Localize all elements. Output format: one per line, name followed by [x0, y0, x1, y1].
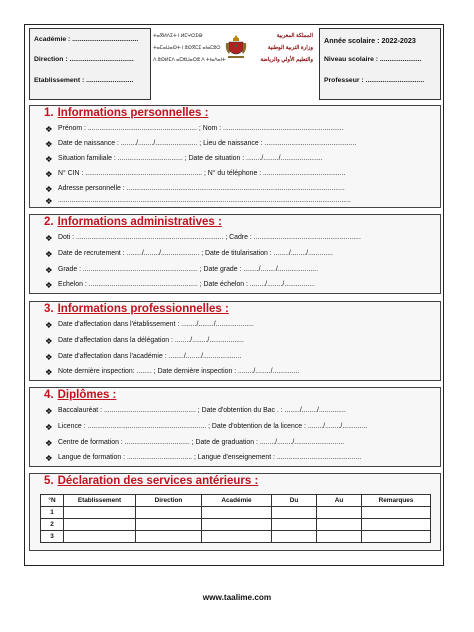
section-previous-services [29, 473, 441, 551]
tifinagh-line-1: ⵜⴰⴳⵍⴷⵉⵜ ⵏ ⵍⵎⵖⵔⵉⴱ [153, 34, 203, 39]
col-header: Remarques [362, 495, 431, 507]
direction-field[interactable]: Direction : .................................. [34, 56, 134, 63]
inspection-field[interactable]: ❖ Note dernière inspection: ........ ; Date dernière inspection : ......../......../.............. [45, 367, 300, 377]
adresse-continued-field[interactable]: ❖ ......................................................................................................................................................... [45, 196, 351, 206]
diamond-bullet-icon: ❖ [45, 280, 53, 290]
section-title: 2. Informations administratives : [44, 216, 222, 228]
affectation-delegation-field[interactable]: ❖ Date d'affectation dans la délégation : ......../......../.................. [45, 336, 244, 346]
arabic-line-2: وزارة التربية الوطنية [267, 45, 313, 51]
diamond-bullet-icon: ❖ [45, 406, 53, 416]
diamond-bullet-icon: ❖ [45, 422, 53, 432]
table-row [41, 519, 431, 531]
table-cell[interactable] [317, 507, 362, 519]
table-cell[interactable] [64, 507, 136, 519]
section-diplomas [29, 387, 441, 467]
diamond-bullet-icon: ❖ [45, 233, 53, 243]
grade-field[interactable]: ❖ Grade : ............................................................ ; Date grade : ......../......../..................... [45, 265, 319, 275]
section-title: 3. Informations professionnelles : [44, 303, 229, 315]
situation-field[interactable]: ❖ Situation familiale : .................................. ; Date de situation : ......../......../...................... [45, 154, 323, 164]
table-cell[interactable] [317, 519, 362, 531]
diamond-bullet-icon: ❖ [45, 352, 53, 362]
tifinagh-line-2: ⵜⴰⵎⴰⵡⴰⵙⵜ ⵏ ⵓⵙⴳⵎⵉ ⴰⵏⴰⵎⵓⵔ [153, 46, 221, 51]
footer-website-link[interactable]: www.taalime.com [202, 593, 272, 602]
affectation-etablissement-field[interactable]: ❖ Date d'affectation dans l'établissement : ......../......../.................... [45, 320, 254, 330]
col-header: Etablissement [64, 495, 136, 507]
diamond-bullet-icon: ❖ [45, 124, 53, 134]
recrutement-field[interactable]: ❖ Date de recrutement : ......../......../.................... ; Date de titularisation : ......../......../............. [45, 249, 333, 259]
col-header: Académie [202, 495, 272, 507]
table-row [41, 507, 431, 519]
section-personal-info [29, 105, 441, 208]
table-row [41, 531, 431, 543]
diamond-bullet-icon: ❖ [45, 453, 53, 463]
section-title: 4. Diplômes : [44, 389, 117, 401]
table-cell[interactable] [362, 507, 431, 519]
diamond-bullet-icon: ❖ [45, 438, 53, 448]
table-cell[interactable] [272, 531, 317, 543]
niveau-field[interactable]: Niveau scolaire : ...................... [324, 56, 422, 63]
col-header: °N [41, 495, 64, 507]
arabic-line-3: والتعليم الأولي والرياضة [260, 57, 313, 63]
diamond-bullet-icon: ❖ [45, 184, 53, 194]
baccalaureat-field[interactable]: ❖ Baccalauréat : ................................................ ; Date d'obtention du Bac . : ......../......../.............. [45, 406, 346, 416]
academie-field[interactable]: Académie : ................................... [34, 36, 139, 43]
diamond-bullet-icon: ❖ [45, 265, 53, 275]
col-header: Au [317, 495, 362, 507]
section-title: 5. Déclaration des services antérieurs : [44, 475, 259, 487]
centre-formation-field[interactable]: ❖ Centre de formation : .................................. ; Date de graduation : ......../......../.......................... [45, 438, 345, 448]
echelon-field[interactable]: ❖ Echelon : ......................................................... ; Date échelon : ......../......../................ [45, 280, 315, 290]
section-professional-info [29, 301, 441, 381]
table-cell[interactable] [362, 531, 431, 543]
coat-of-arms-icon [225, 34, 247, 60]
services-table [40, 494, 431, 543]
section-title: 1. Informations personnelles : [44, 107, 209, 119]
diamond-bullet-icon: ❖ [45, 367, 53, 377]
table-cell[interactable] [136, 531, 202, 543]
diamond-bullet-icon: ❖ [45, 154, 53, 164]
col-header: Du [272, 495, 317, 507]
professeur-field[interactable]: Professeur : ............................... [324, 77, 425, 84]
diamond-bullet-icon: ❖ [45, 139, 53, 149]
langue-field[interactable]: ❖ Langue de formation : .................................. ; Langue d'enseignement : ............................................ [45, 453, 362, 463]
table-cell[interactable] [272, 519, 317, 531]
table-cell[interactable] [64, 531, 136, 543]
row-number: 3 [41, 531, 64, 543]
diamond-bullet-icon: ❖ [45, 169, 53, 179]
diamond-bullet-icon: ❖ [45, 249, 53, 259]
prenom-nom-field[interactable]: ❖ Prénom : ......................................................... ; Nom : ............................................................... [45, 124, 344, 134]
table-cell[interactable] [317, 531, 362, 543]
naissance-field[interactable]: ❖ Date de naissance : ......../......../...................... ; Lieu de naissance : ................................................ [45, 139, 357, 149]
doti-cadre-field[interactable]: ❖ Doti : ............................................................................. ; Cadre : ........................................................ [45, 233, 361, 243]
col-header: Direction [136, 495, 202, 507]
diamond-bullet-icon: ❖ [45, 320, 53, 330]
ministry-header [153, 28, 317, 100]
arabic-line-1: المملكة المغربية [276, 33, 313, 39]
diamond-bullet-icon: ❖ [45, 336, 53, 346]
table-cell[interactable] [202, 531, 272, 543]
row-number: 2 [41, 519, 64, 531]
etablissement-field[interactable]: Etablissement : ......................... [34, 77, 134, 84]
table-cell[interactable] [136, 519, 202, 531]
cin-phone-field[interactable]: ❖ N° CIN : ............................................................. ; N° du téléphone : ........................................... [45, 169, 346, 179]
table-cell[interactable] [136, 507, 202, 519]
section-admin-info [29, 214, 441, 294]
table-cell[interactable] [202, 519, 272, 531]
row-number: 1 [41, 507, 64, 519]
tifinagh-line-3: ⴷ ⵓⵙⵍⵎⴷ ⴰⵎⵣⵡⴰⵔⵓ ⴷ ⵜⵏⴰⴷⴰⵏⵜ [153, 58, 226, 63]
table-cell[interactable] [64, 519, 136, 531]
form-sheet [24, 24, 444, 566]
adresse-field[interactable]: ❖ Adresse personnelle : .................................................................................................................. [45, 184, 345, 194]
header-right-box [319, 28, 441, 100]
table-cell[interactable] [362, 519, 431, 531]
table-header-row [41, 495, 431, 507]
affectation-academie-field[interactable]: ❖ Date d'affectation dans l'académie : ......../......../.................... [45, 352, 242, 362]
header-left-box [29, 28, 151, 100]
table-cell[interactable] [202, 507, 272, 519]
diamond-bullet-icon: ❖ [45, 196, 53, 206]
table-cell[interactable] [272, 507, 317, 519]
form-header [29, 28, 441, 100]
school-year: Année scolaire : 2022-2023 [324, 36, 416, 45]
licence-field[interactable]: ❖ Licence : .............................................................. ; Date d'obtention de la licence : ......../......../............. [45, 422, 368, 432]
